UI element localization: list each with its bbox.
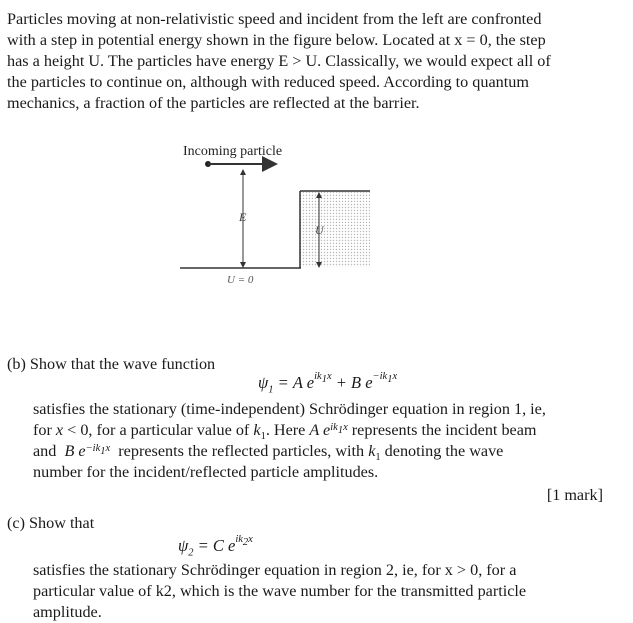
intro-line-3: has a height U. The particles have energy E > U. Classically, we would expect all of [7, 52, 551, 70]
part-b-line-3: and B $e^{-ik_1x}$ represents the reflected particles, with $k_1$ denoting the wave [33, 442, 504, 464]
part-c-label: (c) Show that [7, 514, 95, 532]
part-b-line-4: number for the incident/reflected particle amplitudes. [33, 463, 379, 481]
step-region [300, 191, 370, 267]
intro-line-2: with a step in potential energy shown in the figure below. Located at x = 0, the step [7, 31, 546, 49]
intro-line-5: mechanics, a fraction of the particles are reflected at the barrier. [7, 94, 420, 112]
part-c-equation: $\psi_2 = C$ $e^{ik_2x}$ [178, 534, 253, 559]
intro-line-1: Particles moving at non-relativistic speed and incident from the left are confronted [7, 10, 542, 28]
intro-line-4: the particles to continue on, although with reduced speed. According to quantum [7, 73, 529, 91]
part-b-equation: $\psi_1 = A$ $e^{ik_1x} + B$ $e^{-ik_1x}$ [258, 371, 398, 396]
part-b-mark: [1 mark] [546, 486, 603, 504]
part-c-line-2: particular value of k2, which is the wave number for the transmitted particle [33, 582, 527, 600]
potential-step-diagram [170, 140, 370, 290]
part-b-line-2: for x < 0, for a particular value of $k_1$. Here A $e^{ik_1x}$ represents the incident beam [33, 421, 537, 443]
step-height-label: U [315, 223, 324, 237]
incoming-particle-label: Incoming particle [183, 144, 283, 159]
energy-label: E [239, 210, 247, 224]
potential-step-figure [170, 140, 370, 290]
part-c-line-1: satisfies the stationary Schrödinger equation in region 2, ie, for x > 0, for a [33, 561, 517, 579]
part-b-line-1: satisfies the stationary (time-independent) Schrödinger equation in region 1, ie, [33, 400, 546, 418]
baseline-label: U = 0 [227, 274, 254, 286]
part-b-label: (b) Show that the wave function [7, 355, 216, 373]
part-c-line-3: amplitude. [33, 603, 102, 621]
